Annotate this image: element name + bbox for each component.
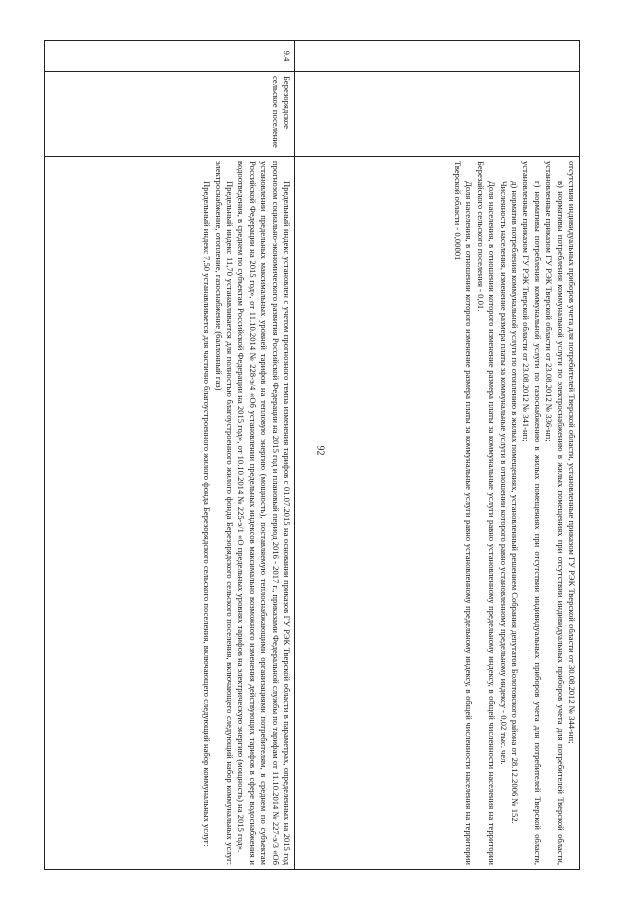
paragraph: отсутствии индивидуальных приборов учета для потребителей Тверской области, установленные приказом ГУ РЭК Тверской области от 30.08.2012 № 344-нп; — [567, 161, 577, 744]
page-number: 92 — [314, 445, 326, 456]
description-cell — [45, 157, 295, 870]
description-cell — [295, 157, 580, 870]
paragraph: Доля населения, в отношении которого изменение размера платы за коммунальные услуги равно установленному предельному индексу, в общей численности населения на территории Березайского сельского поселения - 0,01. — [475, 161, 498, 865]
paragraph: г) нормативы потребления коммунальной услуги по газоснабжению в жилых помещениях при отсутствии индивидуальных приборов учета для потребителей Тверской области, установленные приказом ГУ РЭК Тверской области от 23.08.2012 № 341-нп; — [521, 161, 543, 865]
paragraph: Предельный индекс 11,70 устанавливается для полностью благоустроенного жилого фонда Березорядского сельского поселения, включающего следующий набор коммунальных услуг: электроснабжение, отопление, газоснабжение (баллонный газ) — [213, 161, 235, 865]
paragraph: в) нормативы потребления коммунальной услуги по электроснабжению в жилых помещениях при отсутствии индивидуальных приборов учета для потребителей Тверской области, установленные приказом ГУ РЭК Тверской области от 23.08.2012 № 336-нп; — [544, 161, 566, 865]
paragraph: Предельный индекс установлен с учетом прогнозного темпа изменения тарифов с 01.07.2015 на основании приказов ГУ РЭК Тверской области в параметрах, определенных на 2015 год прогнозом социально-экономического развития Российской Федерации на 2015 год и плановый период 2016 - 2017 г., приказами Федеральной службы по тарифам от 11.10.2014 № 227-э/3 «Об установлении предельных максимальных уровней тарифов на тепловую энергию (мощность), поставляемую теплоснабжающими организациями потребителям, в среднем по субъектам Российской Федерации на 2015 год», от 11.10.2014 № 228-э/4 «Об установлении предельных индексов максимально возможного изменения действующих тарифов в сфере водоснабжения и водоотведения, в среднем по субъектам Российской Федерации на 2015 год», от 10.10.2014 № 225-э/1 «О предельных уровнях тарифов на электрическую энергию (мощность) на 2015 год». — [236, 161, 292, 865]
settlement-name-cell: Березорядское сельское поселение — [45, 72, 295, 157]
paragraph: д) норматив потребления коммунальной услуги по отоплению в жилых помещениях, установленный решением Собрания депутатов Болотовского района от 28.12.2006 № 152. — [509, 181, 520, 824]
row-number-cell — [295, 41, 580, 72]
paragraph: Численность населения, изменение размера платы за коммунальные услуги в отношении которого равно установленному предельному индексу - 0,02 тыс. чел. — [498, 181, 509, 765]
table-row — [45, 41, 295, 870]
tariff-table — [44, 40, 580, 870]
table-row — [295, 41, 580, 870]
settlement-name-cell — [295, 72, 580, 157]
paragraph: Доля населения, в отношении которого изменение размера платы за коммунальные услуги равно установленному предельному индексу, в общей численности населения на территории Тверской области - 0,00001 — [452, 161, 475, 865]
paragraph: Предельный индекс 7,50 устанавливается для частично благоустроенного жилого фонда Березорядского сельского поселения, включающего следующий набор коммунальных услуг: — [202, 181, 213, 847]
row-number-cell: 9.4 — [45, 41, 295, 72]
